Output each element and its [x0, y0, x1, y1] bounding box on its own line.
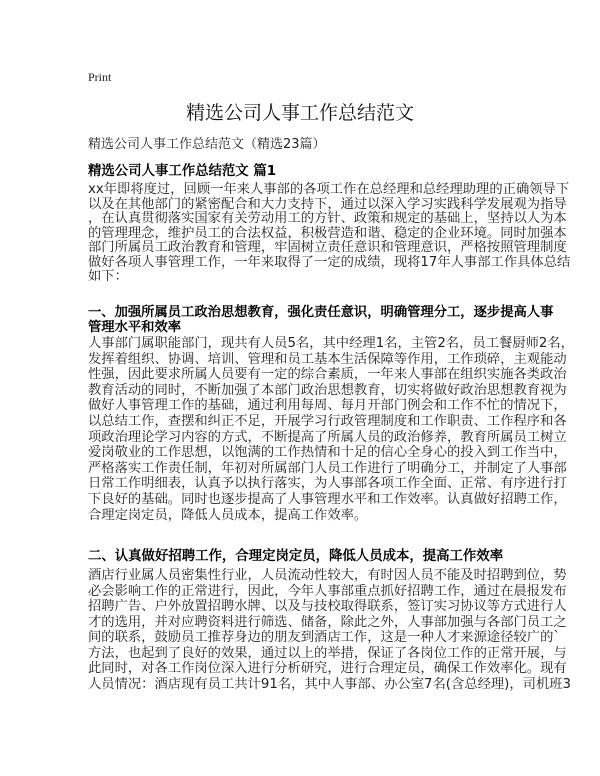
- text-line: 部门所属员工政治教育和管理，牢固树立责任意识和管理意识，严格按照管理制度: [88, 240, 567, 255]
- text-line: 教育活动的同时，不断加强了本部门政治思想教育，切实将做好政治思想教育视为: [88, 382, 567, 398]
- print-label[interactable]: Print: [88, 70, 112, 84]
- text-line: 人事部门属职能部门，现共有人员5名，其中经理1名，主管2名，员工餐厨师2名，: [88, 336, 574, 351]
- text-line: 发挥着组织、协调、培训、管理和员工基本生活保障等作用，工作琐碎，主观能动: [88, 351, 567, 367]
- text-line: 此同时，对各工作岗位深入进行分析研究，进行合理定员，确保工作效率化。现有: [88, 661, 567, 676]
- text-line: 如下：: [88, 269, 128, 284]
- text-line: 做好人事管理工作的基础，通过利用每周、每月开部门例会和工作不忙的情况下，: [88, 398, 567, 414]
- text-line: 的管理理念，维护员工的合法权益，积极营造和谐、稳定的企业环境。同时加强本: [88, 225, 567, 241]
- text-line: xx年即将度过，回顾一年来人事部的各项工作在总经理和总经理助理的正确领导下: [88, 182, 570, 197]
- paragraph-2: [88, 336, 574, 523]
- text-line: 日常工作明细表，认真予以执行落实，为人事部各项工作全面、正常、有序进行打: [88, 476, 567, 492]
- text-line: 爱岗敬业的工作思想，以饱满的工作热情和十足的信心全身心的投入到工作当中，: [88, 445, 567, 461]
- paragraph-1: [88, 182, 571, 285]
- text-line: 人员情况：酒店现有员工共计91名，其中人事部、办公室7名(含总经理)，司机班3: [88, 676, 572, 692]
- text-line: ，在认真贯彻落实国家有关劳动用工的方针、政策和规定的基础上，坚持以人为本: [88, 211, 567, 226]
- heading-1: [88, 305, 554, 335]
- text-line: 以及在其他部门的紧密配合和大力支持下，通过以深入学习实践科学发展观为指导: [88, 196, 567, 212]
- document-title: 精选公司人事工作总结范文: [185, 102, 414, 124]
- text-line: 严格落实工作责任制，年初对所属部门人员工作进行了明确分工，并制定了人事部: [88, 460, 567, 476]
- heading-2: 二、认真做好招聘工作，合理定岗定员，降低人员成本，提高工作效率: [88, 549, 504, 564]
- text-line: 合理定岗定员，降低人员成本，提高工作效率。: [88, 507, 368, 523]
- text-line: 以总结工作，查摆和纠正不足，开展学习行政管理制度和工作职责、工作程序和各: [88, 413, 567, 429]
- section-heading: 精选公司人事工作总结范文 篇1: [88, 164, 277, 179]
- text-line: 酒店行业属人员密集性行业，人员流动性较大，有时因人员不能及时招聘到位，势: [88, 568, 567, 583]
- text-line: 招聘广告、户外放置招聘水牌、以及与技校取得联系，签订实习协议等方式进行人: [88, 599, 567, 614]
- document-subtitle: 精选公司人事工作总结范文（精选23篇）: [88, 137, 326, 152]
- text-line: 间的联系，鼓励员工推荐身边的朋友到酒店工作，这是一种人才来源途径较广的`: [88, 630, 561, 645]
- text-line: 项政治理论学习内容的方式，不断提高了所属人员的政治修养，教育所属员工树立: [88, 429, 567, 445]
- text-line: 方法，也起到了良好的效果，通过以上的举措，保证了各岗位工作的正常开展，与: [88, 645, 567, 661]
- text-line: 必会影响工作的正常进行，因此，今年人事部重点抓好招聘工作，通过在晨报发布: [88, 583, 567, 599]
- text-line: 一、加强所属员工政治思想教育，强化责任意识，明确管理分工，逐步提高人事: [88, 305, 554, 320]
- text-line: 做好各项人事管理工作，一年来取得了一定的成绩，现将17年人事部工作具体总结: [88, 254, 571, 270]
- paragraph-3: [88, 568, 572, 692]
- text-line: 下良好的基础。同时也逐步提高了人事管理水平和工作效率。认真做好招聘工作，: [88, 491, 567, 507]
- text-line: 性强，因此要求所属人员要有一定的综合素质，一年来人事部在组织实施各类政治: [88, 367, 567, 383]
- text-line: 才的选用，并对应聘资料进行筛选、储备，除此之外，人事部加强与各部门员工之: [88, 614, 567, 630]
- text-line: 管理水平和效率: [88, 320, 182, 335]
